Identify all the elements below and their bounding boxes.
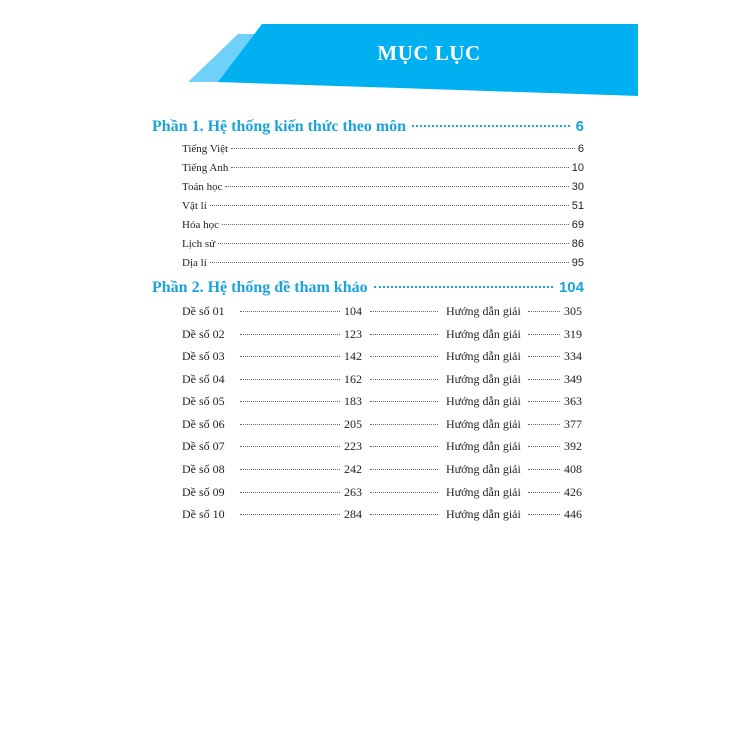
- toc-part-2[interactable]: [152, 279, 584, 297]
- dot-leader: [240, 469, 340, 470]
- exam-label: Dề số 01: [182, 304, 225, 318]
- exam-page: 183: [344, 394, 362, 408]
- toc-entry-page: 30: [571, 181, 584, 193]
- toc-entry-label: Hóa học: [182, 219, 219, 231]
- dot-leader: [370, 424, 438, 425]
- toc-entry-label: Toán học: [182, 181, 223, 193]
- toc-entry-label: Lịch sử: [182, 238, 216, 250]
- dot-leader: [528, 469, 560, 470]
- dot-leader: [231, 148, 575, 149]
- dot-leader: [412, 125, 570, 127]
- exam-label: Dề số 05: [182, 394, 225, 408]
- toc-part-1-page: 6: [575, 118, 584, 135]
- guide-page: 334: [564, 349, 582, 363]
- toc-part-2-page: 104: [558, 279, 584, 296]
- toc-part-2-label: Phần 2. Hệ thống đề tham khảo: [152, 279, 368, 296]
- guide-page: 408: [564, 462, 582, 476]
- dot-leader: [528, 311, 560, 312]
- exam-label: Dề số 02: [182, 327, 225, 341]
- guide-label: Hướng dẫn giải: [446, 304, 521, 318]
- dot-leader: [222, 224, 569, 225]
- dot-leader: [240, 401, 340, 402]
- dot-leader: [374, 286, 553, 288]
- toc-entry-page: 10: [571, 162, 584, 174]
- exam-row[interactable]: [182, 372, 584, 388]
- toc-part-1-label: Phần 1. Hệ thống kiến thức theo môn: [152, 118, 407, 135]
- toc-entry[interactable]: [182, 200, 584, 212]
- guide-page: 392: [564, 439, 582, 453]
- toc-entry[interactable]: [182, 257, 584, 269]
- exam-label: Dề số 04: [182, 372, 225, 386]
- dot-leader: [528, 492, 560, 493]
- toc-entry-page: 86: [571, 238, 584, 250]
- exam-page: 263: [344, 485, 362, 499]
- toc-entry[interactable]: [182, 162, 584, 174]
- dot-leader: [240, 492, 340, 493]
- exam-row[interactable]: [182, 349, 584, 365]
- toc-entry-label: Vật lí: [182, 200, 207, 212]
- guide-label: Hướng dẫn giải: [446, 349, 521, 363]
- exam-page: 162: [344, 372, 362, 386]
- guide-page: 363: [564, 394, 582, 408]
- guide-page: 426: [564, 485, 582, 499]
- exam-row[interactable]: [182, 304, 584, 320]
- exam-row[interactable]: [182, 394, 584, 410]
- dot-leader: [370, 401, 438, 402]
- header-banner: [0, 0, 750, 110]
- dot-leader: [370, 492, 438, 493]
- dot-leader: [240, 334, 340, 335]
- exam-label: Dề số 06: [182, 417, 225, 431]
- exam-label: Dề số 10: [182, 507, 225, 521]
- guide-label: Hướng dẫn giải: [446, 439, 521, 453]
- toc-entry-page: 51: [571, 200, 584, 212]
- exam-label: Dề số 09: [182, 485, 225, 499]
- dot-leader: [528, 424, 560, 425]
- toc-entry-page: 95: [571, 257, 584, 269]
- exam-row[interactable]: [182, 462, 584, 478]
- toc-entry[interactable]: [182, 238, 584, 250]
- exam-row[interactable]: [182, 417, 584, 433]
- exam-label: Dề số 03: [182, 349, 225, 363]
- dot-leader: [528, 401, 560, 402]
- toc-entry-label: Dịa lí: [182, 257, 207, 269]
- guide-label: Hướng dẫn giải: [446, 485, 521, 499]
- exam-page: 104: [344, 304, 362, 318]
- exam-label: Dề số 07: [182, 439, 225, 453]
- toc-part-1[interactable]: [152, 118, 584, 136]
- dot-leader: [528, 379, 560, 380]
- toc-entry[interactable]: [182, 143, 584, 155]
- guide-page: 305: [564, 304, 582, 318]
- dot-leader: [370, 356, 438, 357]
- page-title: MỤC LỤC: [377, 40, 481, 65]
- exam-page: 142: [344, 349, 362, 363]
- exam-row[interactable]: [182, 485, 584, 501]
- dot-leader: [370, 446, 438, 447]
- dot-leader: [370, 379, 438, 380]
- dot-leader: [528, 514, 560, 515]
- guide-label: Hướng dẫn giải: [446, 327, 521, 341]
- exam-page: 205: [344, 417, 362, 431]
- exam-page: 284: [344, 507, 362, 521]
- dot-leader: [240, 424, 340, 425]
- guide-label: Hướng dẫn giải: [446, 462, 521, 476]
- toc-entry-page: 69: [571, 219, 584, 231]
- dot-leader: [528, 356, 560, 357]
- dot-leader: [210, 262, 569, 263]
- dot-leader: [210, 205, 569, 206]
- toc-entry[interactable]: [182, 181, 584, 193]
- guide-label: Hướng dẫn giải: [446, 372, 521, 386]
- guide-page: 349: [564, 372, 582, 386]
- toc-entry-page: 6: [577, 143, 584, 155]
- exam-row[interactable]: [182, 327, 584, 343]
- toc-entry[interactable]: [182, 219, 584, 231]
- exam-label: Dề số 08: [182, 462, 225, 476]
- exam-row[interactable]: [182, 507, 584, 523]
- dot-leader: [240, 356, 340, 357]
- exam-page: 223: [344, 439, 362, 453]
- dot-leader: [370, 469, 438, 470]
- dot-leader: [240, 446, 340, 447]
- dot-leader: [240, 379, 340, 380]
- dot-leader: [240, 311, 340, 312]
- dot-leader: [231, 167, 568, 168]
- toc-entry-label: Tiếng Việt: [182, 143, 229, 155]
- guide-page: 319: [564, 327, 582, 341]
- toc-entry-label: Tiếng Anh: [182, 162, 229, 174]
- guide-page: 446: [564, 507, 582, 521]
- dot-leader: [240, 514, 340, 515]
- dot-leader: [528, 334, 560, 335]
- exam-row[interactable]: [182, 439, 584, 455]
- dot-leader: [218, 243, 569, 244]
- dot-leader: [370, 514, 438, 515]
- dot-leader: [370, 311, 438, 312]
- exam-page: 242: [344, 462, 362, 476]
- guide-page: 377: [564, 417, 582, 431]
- exam-page: 123: [344, 327, 362, 341]
- dot-leader: [370, 334, 438, 335]
- guide-label: Hướng dẫn giải: [446, 507, 521, 521]
- dot-leader: [528, 446, 560, 447]
- dot-leader: [225, 186, 568, 187]
- guide-label: Hướng dẫn giải: [446, 417, 521, 431]
- guide-label: Hướng dẫn giải: [446, 394, 521, 408]
